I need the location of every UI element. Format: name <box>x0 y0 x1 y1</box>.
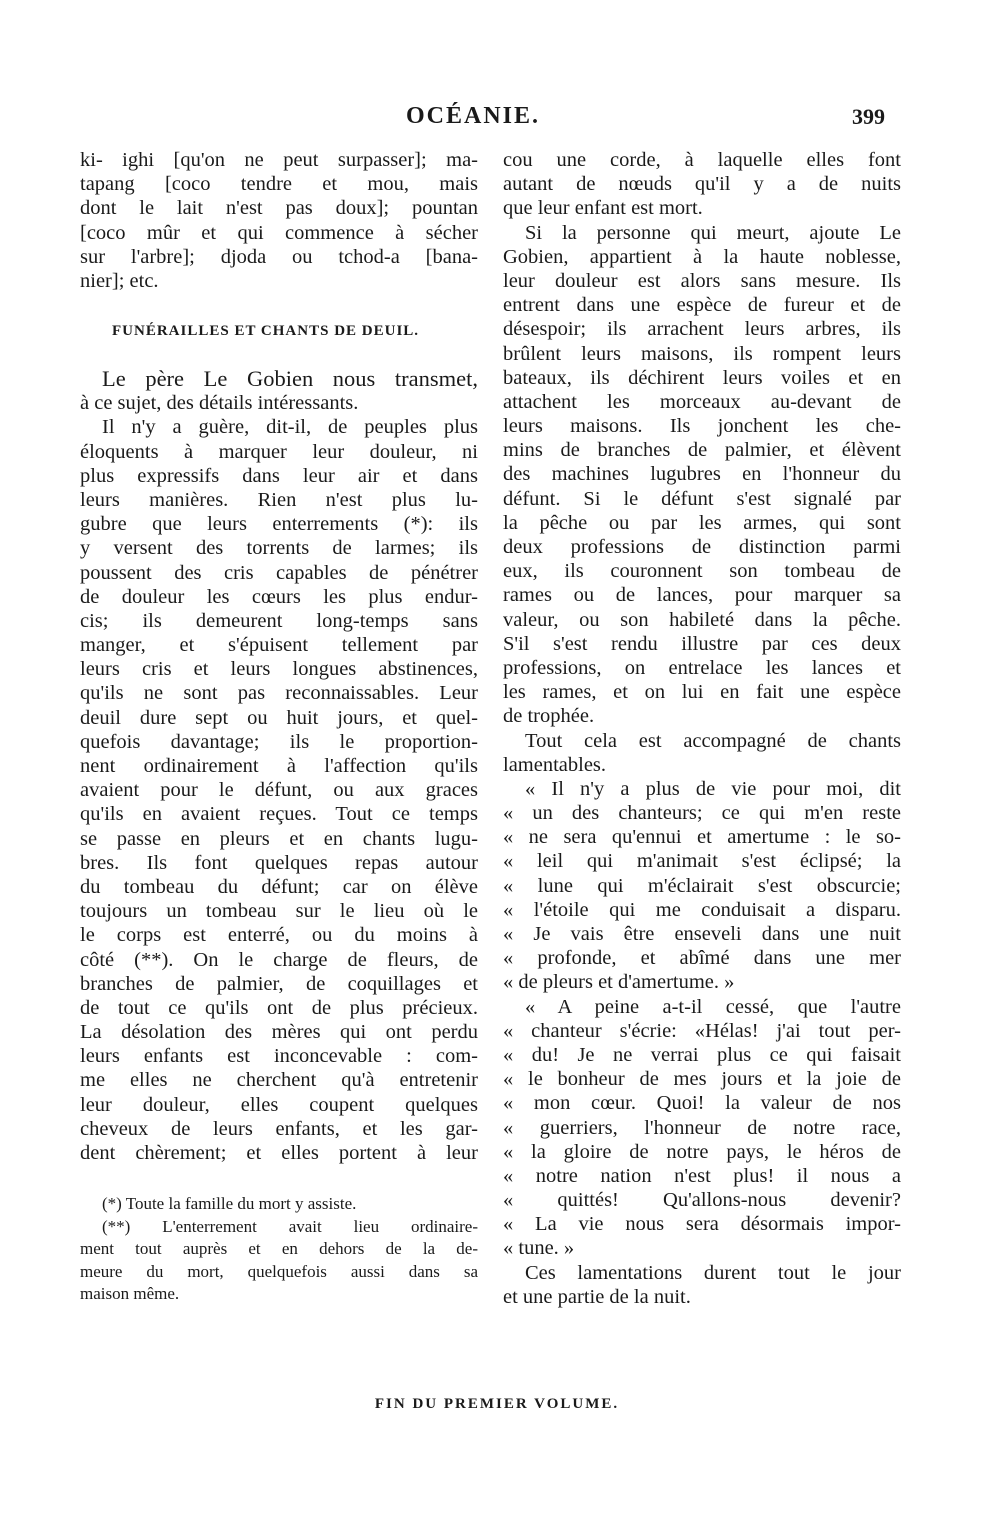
text-line: « Il n'y a plus de vie pour moi, dit <box>525 777 901 800</box>
text-line: désespoir; ils arrachent leurs arbres, ils <box>503 318 901 341</box>
text-line: « La vie nous sera désormais impor- <box>503 1213 901 1236</box>
text-line: « lune qui m'éclairait s'est obscurcie; <box>503 874 901 897</box>
text-line: nent ordinairement à l'affection qu'ils <box>80 755 478 777</box>
text-line: professions, on entrelace les lances et <box>503 656 901 679</box>
text-line: « Je vais être enseveli dans une nuit <box>503 923 901 945</box>
text-line: de tout ce qu'ils ont de plus précieux. <box>80 996 478 1019</box>
text-line: cis; ils demeurent long-temps sans <box>80 609 478 632</box>
text-line: « quittés! Qu'allons-nous devenir? <box>503 1189 901 1212</box>
text-line: Si la personne qui meurt, ajoute Le <box>525 221 901 244</box>
text-line: « chanteur s'écrie: «Hélas! j'ai tout per- <box>503 1019 901 1042</box>
text-line: Le père Le Gobien nous transmet, <box>102 366 478 391</box>
right-column <box>503 148 901 1309</box>
text-line: à ce sujet, des détails intéressants. <box>80 392 359 415</box>
text-line: leur douleur, elles coupent quelques <box>80 1093 478 1116</box>
text-line: Gobien, appartient à la haute noblesse, <box>503 245 901 268</box>
text-line: le corps est enterré, ou du moins à <box>80 924 478 947</box>
left-column-intro <box>80 148 478 293</box>
footnote-line: maison même. <box>80 1284 180 1303</box>
footnote-line: (*) Toute la famille du mort y assiste. <box>102 1194 357 1213</box>
text-line: côté (**). On le charge de fleurs, de <box>80 948 478 971</box>
text-line: mins de branches de palmier, et élèvent <box>503 439 901 462</box>
text-line: cou une corde, à laquelle elles font <box>503 149 901 171</box>
text-line: leur douleur est alors sans mesure. Ils <box>503 269 901 292</box>
text-line: « A peine a-t-il cessé, que l'autre <box>525 995 901 1018</box>
text-line: leurs cris et leurs longues abstinences, <box>80 658 478 681</box>
text-line: cheveux de leurs enfants, et les gar- <box>80 1117 478 1140</box>
text-line: gubre que leurs enterrements (*): ils <box>80 513 478 536</box>
text-line: autant de nœuds qu'il y a de nuits <box>503 173 901 196</box>
text-line: défunt. Si le défunt s'est signalé par <box>503 487 901 510</box>
text-line: attachent les morceaux au-devant de <box>503 390 901 413</box>
text-line: quefois davantage; ils le proportion- <box>80 730 478 753</box>
text-line: que leur enfant est mort. <box>503 197 703 220</box>
text-line: bateaux, ils déchirent leurs voiles et en <box>503 366 901 389</box>
text-line: avaient pour le défunt, ou aux graces <box>80 779 478 802</box>
text-line: leurs maisons. Ils jonchent les che- <box>503 415 901 438</box>
text-line: lamentables. <box>503 753 607 776</box>
text-line: « leil qui m'animait s'est éclipsé; la <box>503 850 901 873</box>
text-line: Tout cela est accompagné de chants <box>525 729 901 752</box>
text-line: eux, ils couronnent son tombeau de <box>503 560 901 583</box>
text-line: « un des chanteurs; ce qui m'en reste <box>503 802 901 825</box>
text-line: dent chèrement; et elles portent à leur <box>80 1142 478 1164</box>
text-line: de trophée. <box>503 705 595 728</box>
text-line: des machines lugubres en l'honneur du <box>503 463 901 486</box>
text-line: manger, et s'épuisent tellement par <box>80 634 478 657</box>
text-line: S'il s'est rendu illustre par ces deux <box>503 632 901 655</box>
footnote-line: meure du mort, quelquefois aussi dans sa <box>80 1261 478 1281</box>
text-line: branches de palmier, de coquillages et <box>80 972 478 995</box>
section-heading: FUNÉRAILLES ET CHANTS DE DEUIL. <box>112 323 420 339</box>
left-column-body <box>80 367 478 1165</box>
text-line: « le bonheur de mes jours et la joie de <box>503 1068 901 1091</box>
text-line: éloquents à marquer leur douleur, ni <box>80 440 478 463</box>
text-line: de douleur les cœurs les plus endur- <box>80 585 478 608</box>
text-line: « du! Je ne verrai plus ce qui faisait <box>503 1043 901 1066</box>
text-line: [coco mûr et qui commence à sécher <box>80 221 478 244</box>
text-line: les rames, et on lui en fait une espèce <box>503 681 901 704</box>
text-line: Il n'y a guère, dit-il, de peuples plus <box>102 416 478 439</box>
page-number: 399 <box>852 104 885 129</box>
text-line: ki- ighi [qu'on ne peut surpasser]; ma- <box>80 149 478 171</box>
text-line: plus expressifs dans leur air et dans <box>80 464 478 487</box>
end-of-volume-note: FIN DU PREMIER VOLUME. <box>374 1396 620 1412</box>
footnote-line: (**) L'enterrement avait lieu ordinaire- <box>102 1216 478 1236</box>
footnotes <box>80 1193 478 1306</box>
text-line: poussent des cris capables de pénétrer <box>80 561 478 584</box>
text-line: « guerriers, l'honneur de notre race, <box>503 1116 901 1139</box>
text-line: qu'ils ne sont pas reconnaissables. Leur <box>80 682 478 705</box>
text-line: « la gloire de notre pays, le héros de <box>503 1140 901 1163</box>
text-line: « tune. » <box>503 1237 575 1260</box>
text-line: dont le lait n'est pas doux]; pountan <box>80 197 478 220</box>
running-title: OCÉANIE. <box>405 103 541 129</box>
text-line: y versent des torrents de larmes; ils <box>80 537 478 560</box>
text-line: Ces lamentations durent tout le jour <box>525 1261 901 1284</box>
text-line: La désolation des mères qui ont perdu <box>80 1021 478 1044</box>
text-line: brûlent leurs maisons, ils rompent leurs <box>503 342 901 365</box>
text-line: « de pleurs et d'amertume. » <box>503 971 735 994</box>
text-line: deux professions de distinction parmi <box>503 536 901 558</box>
text-line: me elles ne cherchent qu'à entretenir <box>80 1069 478 1092</box>
text-line: « ne sera qu'ennui et amertume : le so- <box>503 826 901 849</box>
text-line: bres. Ils font quelques repas autour <box>80 851 478 874</box>
text-line: se passe en pleurs et en chants lugu- <box>80 827 478 850</box>
text-line: « profonde, et abîmé dans une mer <box>503 947 901 970</box>
text-line: sur l'arbre]; djoda ou tchod-a [bana- <box>80 245 478 268</box>
text-line: « l'étoile qui me conduisait a disparu. <box>503 898 901 921</box>
text-line: valeur, ou son habileté dans la pêche. <box>503 608 901 631</box>
text-line: deuil dure sept ou huit jours, et quel- <box>80 706 478 729</box>
text-line: entrent dans une espèce de fureur et de <box>503 294 901 317</box>
text-line: tapang [coco tendre et mou, mais <box>80 173 478 196</box>
text-line: rames ou de lances, pour marquer sa <box>503 584 901 607</box>
text-line: toujours un tombeau sur le lieu où le <box>80 900 478 923</box>
text-line: « mon cœur. Quoi! la valeur de nos <box>503 1092 901 1115</box>
text-line: nier]; etc. <box>80 269 159 292</box>
footnote-line: ment tout auprès et en dehors de la de- <box>80 1239 478 1258</box>
text-line: leurs enfants est inconcevable : com- <box>80 1045 478 1068</box>
text-line: la pêche ou par les armes, qui sont <box>503 511 901 534</box>
text-line: du tombeau du défunt; car on élève <box>80 875 478 898</box>
text-line: leurs manières. Rien n'est plus lu- <box>80 488 478 511</box>
text-line: et une partie de la nuit. <box>503 1285 691 1308</box>
text-line: qu'ils en avaient reçues. Tout ce temps <box>80 803 478 826</box>
text-line: « notre nation n'est plus! il nous a <box>503 1164 901 1187</box>
